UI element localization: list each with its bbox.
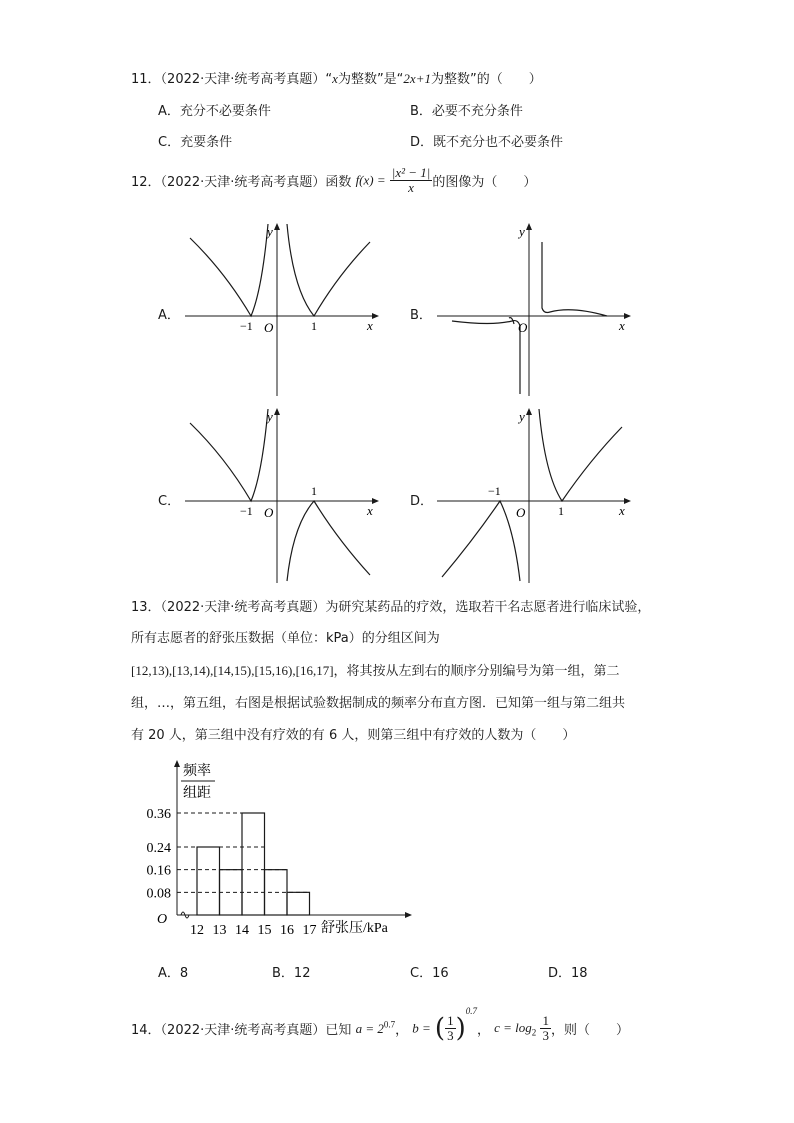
graph-a-tick-1: 1 — [311, 319, 317, 333]
q12-option-d[interactable]: D． — [410, 494, 434, 509]
graph-d-tick-1: 1 — [558, 504, 564, 518]
q13-source: （2022·天津·统考高考真题） — [160, 600, 326, 615]
q14-b-expr: b = — [412, 1020, 431, 1036]
q11-var-x: x — [332, 71, 338, 86]
graph-d-curve-right — [539, 409, 622, 501]
q12-option-b[interactable]: B． — [410, 308, 432, 323]
graph-d-tick-neg1: −1 — [488, 484, 501, 498]
q13-line-5: 有 20 人，第三组中没有疗效的有 6 人，则第三组中有疗效的人数为（ ） — [131, 728, 576, 743]
q12-number: 12． — [131, 175, 161, 190]
q13-option-a[interactable]: A．8 — [158, 966, 189, 981]
q11-number: 11． — [131, 72, 161, 87]
histogram-ylabel-top: 频率 — [183, 764, 211, 779]
q12-fraction: $\frac{\text{|x² − 1|}}{x}$ — [391, 165, 431, 195]
graph-a-x-label: x — [367, 318, 373, 333]
q13-intervals: [12,13),[13,14),[14,15),[15,16),[16,17] — [131, 663, 334, 678]
graph-d[interactable] — [432, 405, 632, 585]
graph-b-origin: O — [518, 320, 528, 335]
graph-d-y-label: y — [519, 409, 525, 424]
histogram-bar-1 — [197, 847, 220, 915]
q11-option-a[interactable]: A．充分不必要条件 — [158, 104, 271, 119]
q14-source: （2022·天津·统考高考真题） — [160, 1023, 326, 1038]
histogram-xtick-label-2: 14 — [235, 923, 249, 938]
histogram-ytick-label-2: 0.16 — [146, 863, 171, 879]
graph-b-curve-right — [542, 242, 607, 316]
graph-a-curve-left — [190, 224, 268, 316]
graph-a-origin: O — [264, 320, 274, 335]
q11-option-d[interactable]: D．既不充分也不必要条件 — [410, 135, 564, 150]
histogram-ytick-label-1: 0.24 — [146, 841, 171, 856]
graph-c-curve-left — [190, 409, 268, 501]
histogram-ytick-label-3: 0.08 — [146, 886, 171, 902]
q11-option-b[interactable]: B．必要不充分条件 — [410, 104, 523, 119]
graph-a-tick-neg1: −1 — [240, 319, 253, 333]
q12-func-name: f(x) = — [355, 172, 386, 188]
histogram-origin: O — [157, 912, 168, 927]
graph-c-tick-1: 1 — [311, 484, 317, 498]
graph-d-origin: O — [516, 505, 526, 520]
q13-option-c[interactable]: C．16 — [410, 966, 449, 981]
graph-c-tick-neg1: −1 — [240, 504, 253, 518]
q14-b-fraction: $\frac{1}{3}$ — [447, 1013, 454, 1043]
q11-option-c[interactable]: C．充要条件 — [158, 135, 233, 150]
graph-d-curve-left — [442, 501, 520, 581]
q13-option-b[interactable]: B．12 — [272, 966, 311, 981]
graph-c[interactable] — [180, 405, 380, 585]
histogram-ylabel-bottom: 组距 — [183, 786, 211, 801]
graph-c-curve-right — [287, 501, 370, 581]
q13-number: 13． — [131, 600, 161, 615]
q12-source: （2022·天津·统考高考真题） — [160, 175, 326, 190]
q13-line-1: 13．（2022·天津·统考高考真题）为研究某药品的疗效，选取若干名志愿者进行临床试验， — [131, 600, 651, 615]
histogram-xtick-label-1: 13 — [212, 923, 227, 938]
q12-option-c[interactable]: C． — [158, 494, 181, 509]
histogram-xtick-label-3: 15 — [257, 923, 272, 938]
q13-line-4: 组，…，第五组，右图是根据试验数据制成的频率分布直方图．已知第一组与第二组共 — [131, 696, 626, 711]
graph-b[interactable] — [432, 220, 632, 400]
graph-c-origin: O — [264, 505, 274, 520]
histogram-chart — [135, 755, 435, 945]
q13-line-3: [12,13),[13,14),[14,15),[15,16),[16,17]，将其按从左到右的顺序分别编号为第一组，第二 — [131, 663, 620, 679]
q11-source: （2022·天津·统考高考真题） — [160, 72, 326, 87]
q11-stem: 11．（2022·天津·统考高考真题）“x为整数”是“2x+1为整数”的（ ） — [131, 71, 542, 87]
histogram-xtick-label-4: 16 — [280, 923, 294, 938]
q14-number: 14． — [131, 1023, 161, 1038]
q13-line-2: 所有志愿者的舒张压数据（单位：kPa）的分组区间为 — [131, 631, 440, 646]
graph-b-x-label: x — [619, 318, 625, 333]
histogram-bar-3 — [242, 813, 265, 915]
graph-b-curve-left — [452, 321, 520, 394]
histogram-xtick-label-5: 17 — [302, 923, 317, 938]
histogram-bar-5 — [287, 892, 310, 915]
histogram-xtick-label-0: 12 — [190, 923, 204, 938]
graph-b-y-label: y — [519, 224, 525, 239]
q14-c-fraction: $\frac{1}{3}$ — [542, 1013, 549, 1043]
graph-c-x-label: x — [367, 503, 373, 518]
histogram-xlabel: 舒张压/kPa — [321, 921, 388, 936]
histogram-ytick-label-0: 0.36 — [146, 807, 171, 822]
graph-a-y-label: y — [267, 224, 273, 239]
graph-a[interactable] — [180, 220, 380, 400]
q11-expr: 2x+1 — [403, 71, 431, 86]
q12-stem: 12．（2022·天津·统考高考真题）函数 f(x) = $\frac{\text{|x² − 1|}}{x}$ 的图像为（ ） — [131, 165, 537, 195]
graph-c-y-label: y — [267, 409, 273, 424]
q14-a-expr: $a = 2^{0.7}$ — [355, 1019, 396, 1037]
graph-a-curve-right — [287, 224, 370, 316]
q14-c-expr: $c = \log_2$ — [494, 1019, 537, 1038]
graph-d-x-label: x — [619, 503, 625, 518]
q12-option-a[interactable]: A． — [158, 308, 180, 323]
q14-stem: 14．（2022·天津·统考高考真题）已知 $a = 2^{0.7}$， b = ( $\frac{1}{3}$ )$^{0.7}$， $c = \log_2$ $\frac{1}{3}$ ，则（ ） — [131, 1006, 629, 1044]
q13-option-d[interactable]: D．18 — [548, 966, 588, 981]
